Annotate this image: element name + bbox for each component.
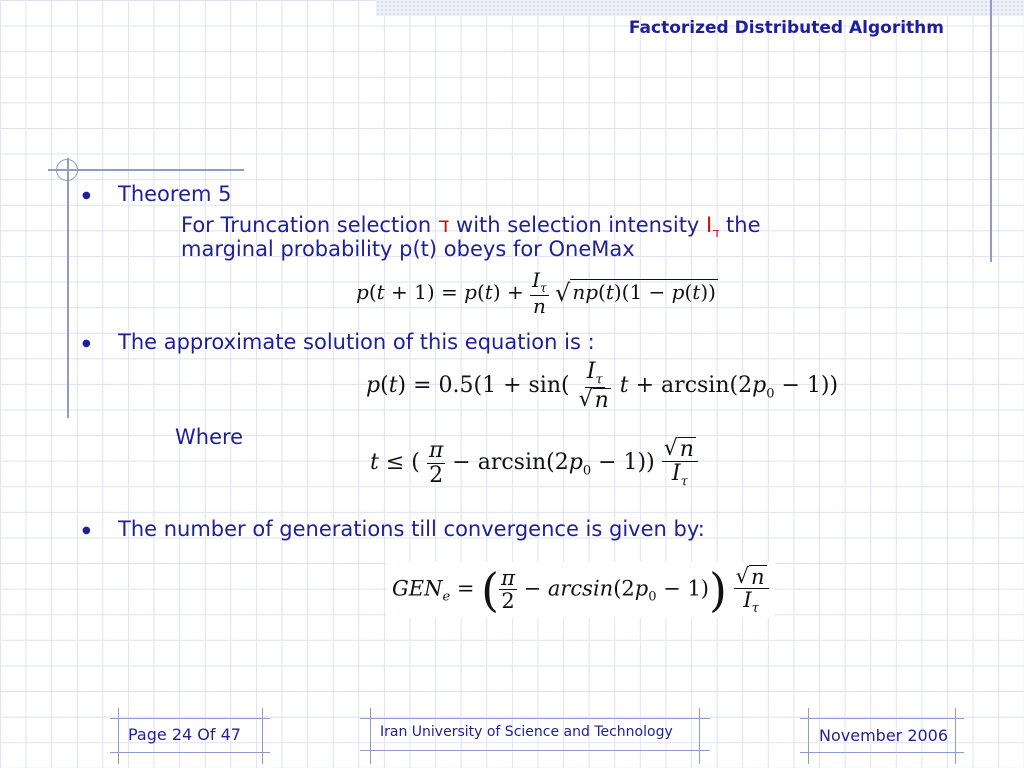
header-band (376, 0, 1024, 16)
footer-rule (360, 750, 710, 751)
footer-rule (955, 708, 956, 764)
equation-generations: $GEN_e$ = ( $\frac{\pi}{2}$ − $\arcsin(2p_0 - 1)$) √ n $I_\tau$ (386, 562, 775, 618)
equation-solution: p(t) = 0.5(1 + sin( $I_\tau$ √ n $t + \arcsin(2p_0 - 1)$) (366, 359, 839, 414)
footer-rule (808, 708, 809, 764)
bullet-dot: ● (82, 338, 91, 349)
footer-date: November 2006 (819, 726, 949, 745)
theorem-line-2: marginal probability p(t) obeys for OneMax (181, 237, 635, 261)
equation-time-bound: t ≤ ( $\frac{\pi}{2}$ − $\arcsin(2p_0 - 1)$) √ n $I_\tau$ (370, 437, 698, 489)
footer-rule (800, 718, 964, 719)
footer-rule (699, 708, 700, 764)
footer-rule (262, 708, 263, 764)
left-rule (67, 158, 69, 418)
footer-rule (110, 718, 270, 719)
bullet-approximation: The approximate solution of this equation is : (118, 330, 595, 354)
equation-recurrence: p(t + 1) = p(t) + $\frac{I_\tau}{n}$ √ np(t)(1 − p(t)) (356, 268, 716, 318)
theorem-text-c: the (719, 213, 761, 237)
slide-title: Factorized Distributed Algorithm (628, 18, 944, 38)
bullet-generations: The number of generations till convergence is given by: (118, 517, 705, 541)
intensity-letter: I (706, 213, 713, 237)
where-label: Where (175, 425, 244, 449)
page-number: 24 (171, 725, 193, 744)
corner-ornament (56, 159, 78, 181)
intensity-subscript: ד (712, 226, 720, 242)
footer-page (128, 725, 241, 744)
bullet-theorem: Theorem 5 (118, 182, 232, 206)
theorem-text-a: For Truncation selection (181, 213, 438, 237)
footer-rule (370, 708, 371, 764)
bullet-dot: ● (82, 190, 91, 201)
footer-rule (118, 708, 119, 764)
right-rule (990, 0, 992, 262)
footer-institution: Iran University of Science and Technology (380, 724, 673, 740)
bullet-dot: ● (82, 525, 91, 536)
page-word: Page (128, 725, 167, 744)
footer-rule (360, 718, 710, 719)
theorem-text-b: with selection intensity (449, 213, 707, 237)
footer-rule (110, 752, 270, 753)
footer-rule (800, 752, 964, 753)
tau-symbol: ד (437, 213, 450, 237)
page-total: Of 47 (197, 725, 241, 744)
intensity-symbol (706, 213, 720, 242)
